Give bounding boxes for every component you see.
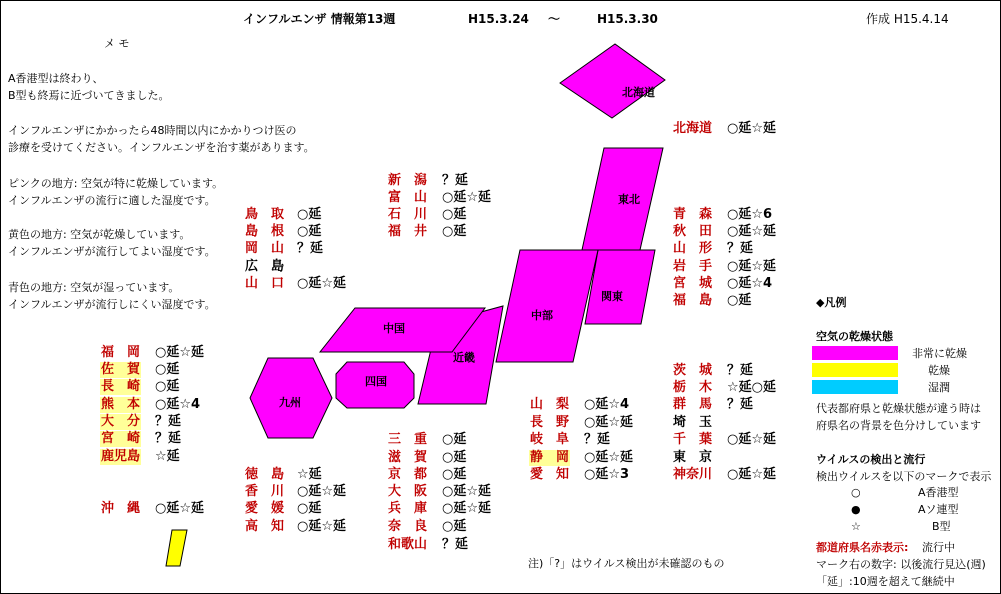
pref-name: 和歌山 — [388, 537, 428, 552]
legend-title: ◆凡例 — [816, 296, 847, 309]
pref-name: 長 野 — [530, 415, 570, 430]
pref-name: 長 崎 — [101, 379, 141, 394]
pref-name: 山 口 — [245, 276, 285, 291]
pref-name: 栃 木 — [673, 380, 713, 395]
pref-status: ？延 — [442, 173, 469, 188]
pref-status: ○延☆延 — [727, 224, 776, 239]
region-hokkaido — [560, 44, 665, 118]
pref-name: 福 島 — [673, 293, 713, 308]
legend-swatch-humid — [812, 380, 898, 394]
legend-air-label: 非常に乾燥 — [912, 347, 967, 360]
legend-number-note: マーク右の数字: 以後流行見込(週) — [816, 558, 986, 571]
pref-status: ○延☆延 — [155, 345, 204, 360]
region-label-hokkaido: 北海道 — [622, 86, 655, 99]
pref-name: 静 岡 — [530, 450, 570, 465]
pref-status: ○延☆延 — [442, 501, 491, 516]
pref-status: ○延☆延 — [727, 121, 776, 136]
pref-name: 滋 賀 — [388, 450, 428, 465]
pref-status: ？延 — [155, 414, 182, 429]
legend-red-label: 都道府県名赤表示: — [816, 541, 909, 554]
pref-name: 鹿児島 — [101, 449, 141, 464]
memo-line: A香港型は終わり、 — [8, 72, 104, 85]
region-label-kanto: 関東 — [601, 290, 623, 303]
legend-bg-note: 府県名の背景を色分けしています — [816, 419, 981, 432]
pref-status: ○延☆延 — [442, 484, 491, 499]
pref-name: 岩 手 — [673, 259, 713, 274]
memo-line: B型も終焉に近づいてきました。 — [8, 89, 170, 102]
pref-name: 広 島 — [245, 259, 285, 274]
region-label-shikoku: 四国 — [365, 375, 387, 388]
pref-status: ☆延○延 — [727, 380, 776, 395]
legend-virus-label: B型 — [932, 520, 951, 533]
pref-status: ？延 — [297, 241, 324, 256]
legend-bg-note: 代表都府県と乾燥状態が違う時は — [816, 402, 981, 415]
pref-name: 宮 城 — [673, 276, 713, 291]
legend-air-label: 湿潤 — [928, 381, 950, 394]
pref-status: ○延☆延 — [584, 415, 633, 430]
pref-name: 熊 本 — [101, 397, 141, 412]
pref-name: 沖 縄 — [101, 501, 141, 516]
pref-status: ○延 — [442, 432, 467, 447]
pref-name: 石 川 — [388, 207, 428, 222]
pref-status: ○延 — [442, 450, 467, 465]
memo-line: インフルエンザが流行してよい湿度です。 — [8, 245, 216, 258]
legend-air-title: 空気の乾燥状態 — [816, 330, 893, 343]
pref-status: ○延☆4 — [584, 397, 630, 412]
pref-status: ○延☆延 — [297, 519, 346, 534]
memo-line: インフルエンザの流行に適した湿度です。 — [8, 194, 216, 207]
memo-line: 青色の地方: 空気が湿っています。 — [8, 281, 180, 294]
pref-name: 岡 山 — [245, 241, 285, 256]
legend-mark-filled-circle-icon: ● — [851, 503, 861, 516]
pref-status: ○延☆6 — [727, 207, 773, 222]
pref-name: 群 馬 — [673, 397, 713, 412]
memo-title: メ モ — [104, 37, 130, 50]
pref-status: ○延 — [442, 224, 467, 239]
legend-en-note: 「延」:10週を超えて継続中 — [816, 575, 955, 588]
pref-status: ？延 — [727, 241, 754, 256]
legend-air-label: 乾燥 — [928, 364, 950, 377]
pref-name: 東 京 — [673, 450, 713, 465]
pref-name: 高 知 — [245, 519, 285, 534]
region-label-tohoku: 東北 — [618, 193, 640, 206]
pref-name: 千 葉 — [673, 432, 713, 447]
pref-status: ○延☆延 — [297, 484, 346, 499]
pref-name: 三 重 — [388, 432, 428, 447]
pref-name: 宮 崎 — [101, 431, 141, 446]
legend-red-desc: 流行中 — [922, 541, 955, 554]
region-okinawa — [166, 530, 187, 566]
pref-status: ○延 — [297, 224, 322, 239]
memo-line: 黄色の地方: 空気が乾燥しています。 — [8, 228, 191, 241]
pref-status: ？延 — [727, 397, 754, 412]
legend-virus-title: ウイルスの検出と流行 — [816, 453, 926, 466]
pref-status: ○延☆3 — [584, 467, 630, 482]
region-label-chugoku: 中国 — [383, 322, 405, 335]
memo-line: インフルエンザが流行しにくい湿度です。 — [8, 298, 216, 311]
created-date: 作成 H15.4.14 — [866, 12, 949, 26]
memo-line: ピンクの地方: 空気が特に乾燥しています。 — [8, 177, 224, 190]
pref-name: 兵 庫 — [388, 501, 428, 516]
pref-name: 京 都 — [388, 467, 428, 482]
pref-status: ○延 — [155, 379, 180, 394]
pref-status: ？延 — [727, 363, 754, 378]
pref-status: ○延☆延 — [442, 190, 491, 205]
pref-status: ○延☆延 — [297, 276, 346, 291]
pref-status: ○延 — [155, 362, 180, 377]
date-from: H15.3.24 — [468, 12, 529, 26]
legend-mark-open-circle-icon: ○ — [851, 486, 861, 499]
legend-virus-sub: 検出ウイルスを以下のマークで表示 — [816, 470, 992, 483]
pref-status: ○延☆延 — [584, 450, 633, 465]
pref-name: 島 根 — [245, 224, 285, 239]
region-chubu — [496, 250, 598, 362]
pref-status: ○延☆延 — [727, 259, 776, 274]
pref-name: 福 井 — [388, 224, 428, 239]
region-label-kyushu: 九州 — [279, 396, 301, 409]
pref-name: 神奈川 — [673, 467, 713, 482]
pref-name: 埼 玉 — [673, 415, 713, 430]
pref-name: 新 潟 — [388, 173, 428, 188]
pref-name: 北海道 — [673, 121, 713, 136]
pref-status: ○延 — [442, 467, 467, 482]
legend-swatch-dry — [812, 363, 898, 377]
date-tilde: 〜 — [548, 12, 561, 26]
legend-mark-star-icon: ☆ — [851, 520, 861, 533]
pref-status: ○延 — [297, 501, 322, 516]
pref-name: 鳥 取 — [245, 207, 285, 222]
pref-status: ○延 — [442, 519, 467, 534]
pref-status: ○延 — [297, 207, 322, 222]
pref-status: ？延 — [584, 432, 611, 447]
report-title: インフルエンザ 情報第13週 — [243, 12, 396, 26]
pref-name: 青 森 — [673, 207, 713, 222]
pref-name: 山 形 — [673, 241, 713, 256]
pref-status: ○延 — [442, 207, 467, 222]
pref-name: 岐 阜 — [530, 432, 570, 447]
region-label-kinki: 近畿 — [453, 351, 475, 364]
pref-status: ☆延 — [297, 467, 322, 482]
pref-name: 佐 賀 — [101, 362, 141, 377]
pref-status: ○延☆延 — [727, 467, 776, 482]
pref-name: 茨 城 — [673, 363, 713, 378]
pref-status: ○延 — [727, 293, 752, 308]
legend-virus-label: Aソ連型 — [918, 503, 959, 516]
pref-name: 秋 田 — [673, 224, 713, 239]
pref-status: ○延☆4 — [727, 276, 773, 291]
pref-status: ？延 — [155, 431, 182, 446]
note-text: 注)「?」はウイルス検出が未確認のもの — [528, 557, 725, 570]
pref-status: ？延 — [442, 537, 469, 552]
region-label-chubu: 中部 — [531, 309, 553, 322]
pref-status: ○延☆4 — [155, 397, 201, 412]
pref-name: 愛 媛 — [245, 501, 285, 516]
pref-name: 富 山 — [388, 190, 428, 205]
pref-name: 香 川 — [245, 484, 285, 499]
memo-line: インフルエンザにかかったら48時間以内にかかりつけ医の — [8, 124, 297, 137]
pref-name: 奈 良 — [388, 519, 428, 534]
pref-status: ☆延 — [155, 449, 180, 464]
date-to: H15.3.30 — [597, 12, 658, 26]
pref-name: 山 梨 — [530, 397, 570, 412]
legend-virus-label: A香港型 — [918, 486, 959, 499]
pref-name: 愛 知 — [530, 467, 570, 482]
memo-line: 診療を受けてください。インフルエンザを治す薬があります。 — [8, 141, 315, 154]
pref-name: 大 分 — [101, 414, 141, 429]
legend-swatch-very-dry — [812, 346, 898, 360]
pref-name: 福 岡 — [101, 345, 141, 360]
pref-status: ○延☆延 — [155, 501, 204, 516]
pref-status: ○延☆延 — [727, 432, 776, 447]
pref-name: 大 阪 — [388, 484, 428, 499]
pref-name: 徳 島 — [245, 467, 285, 482]
